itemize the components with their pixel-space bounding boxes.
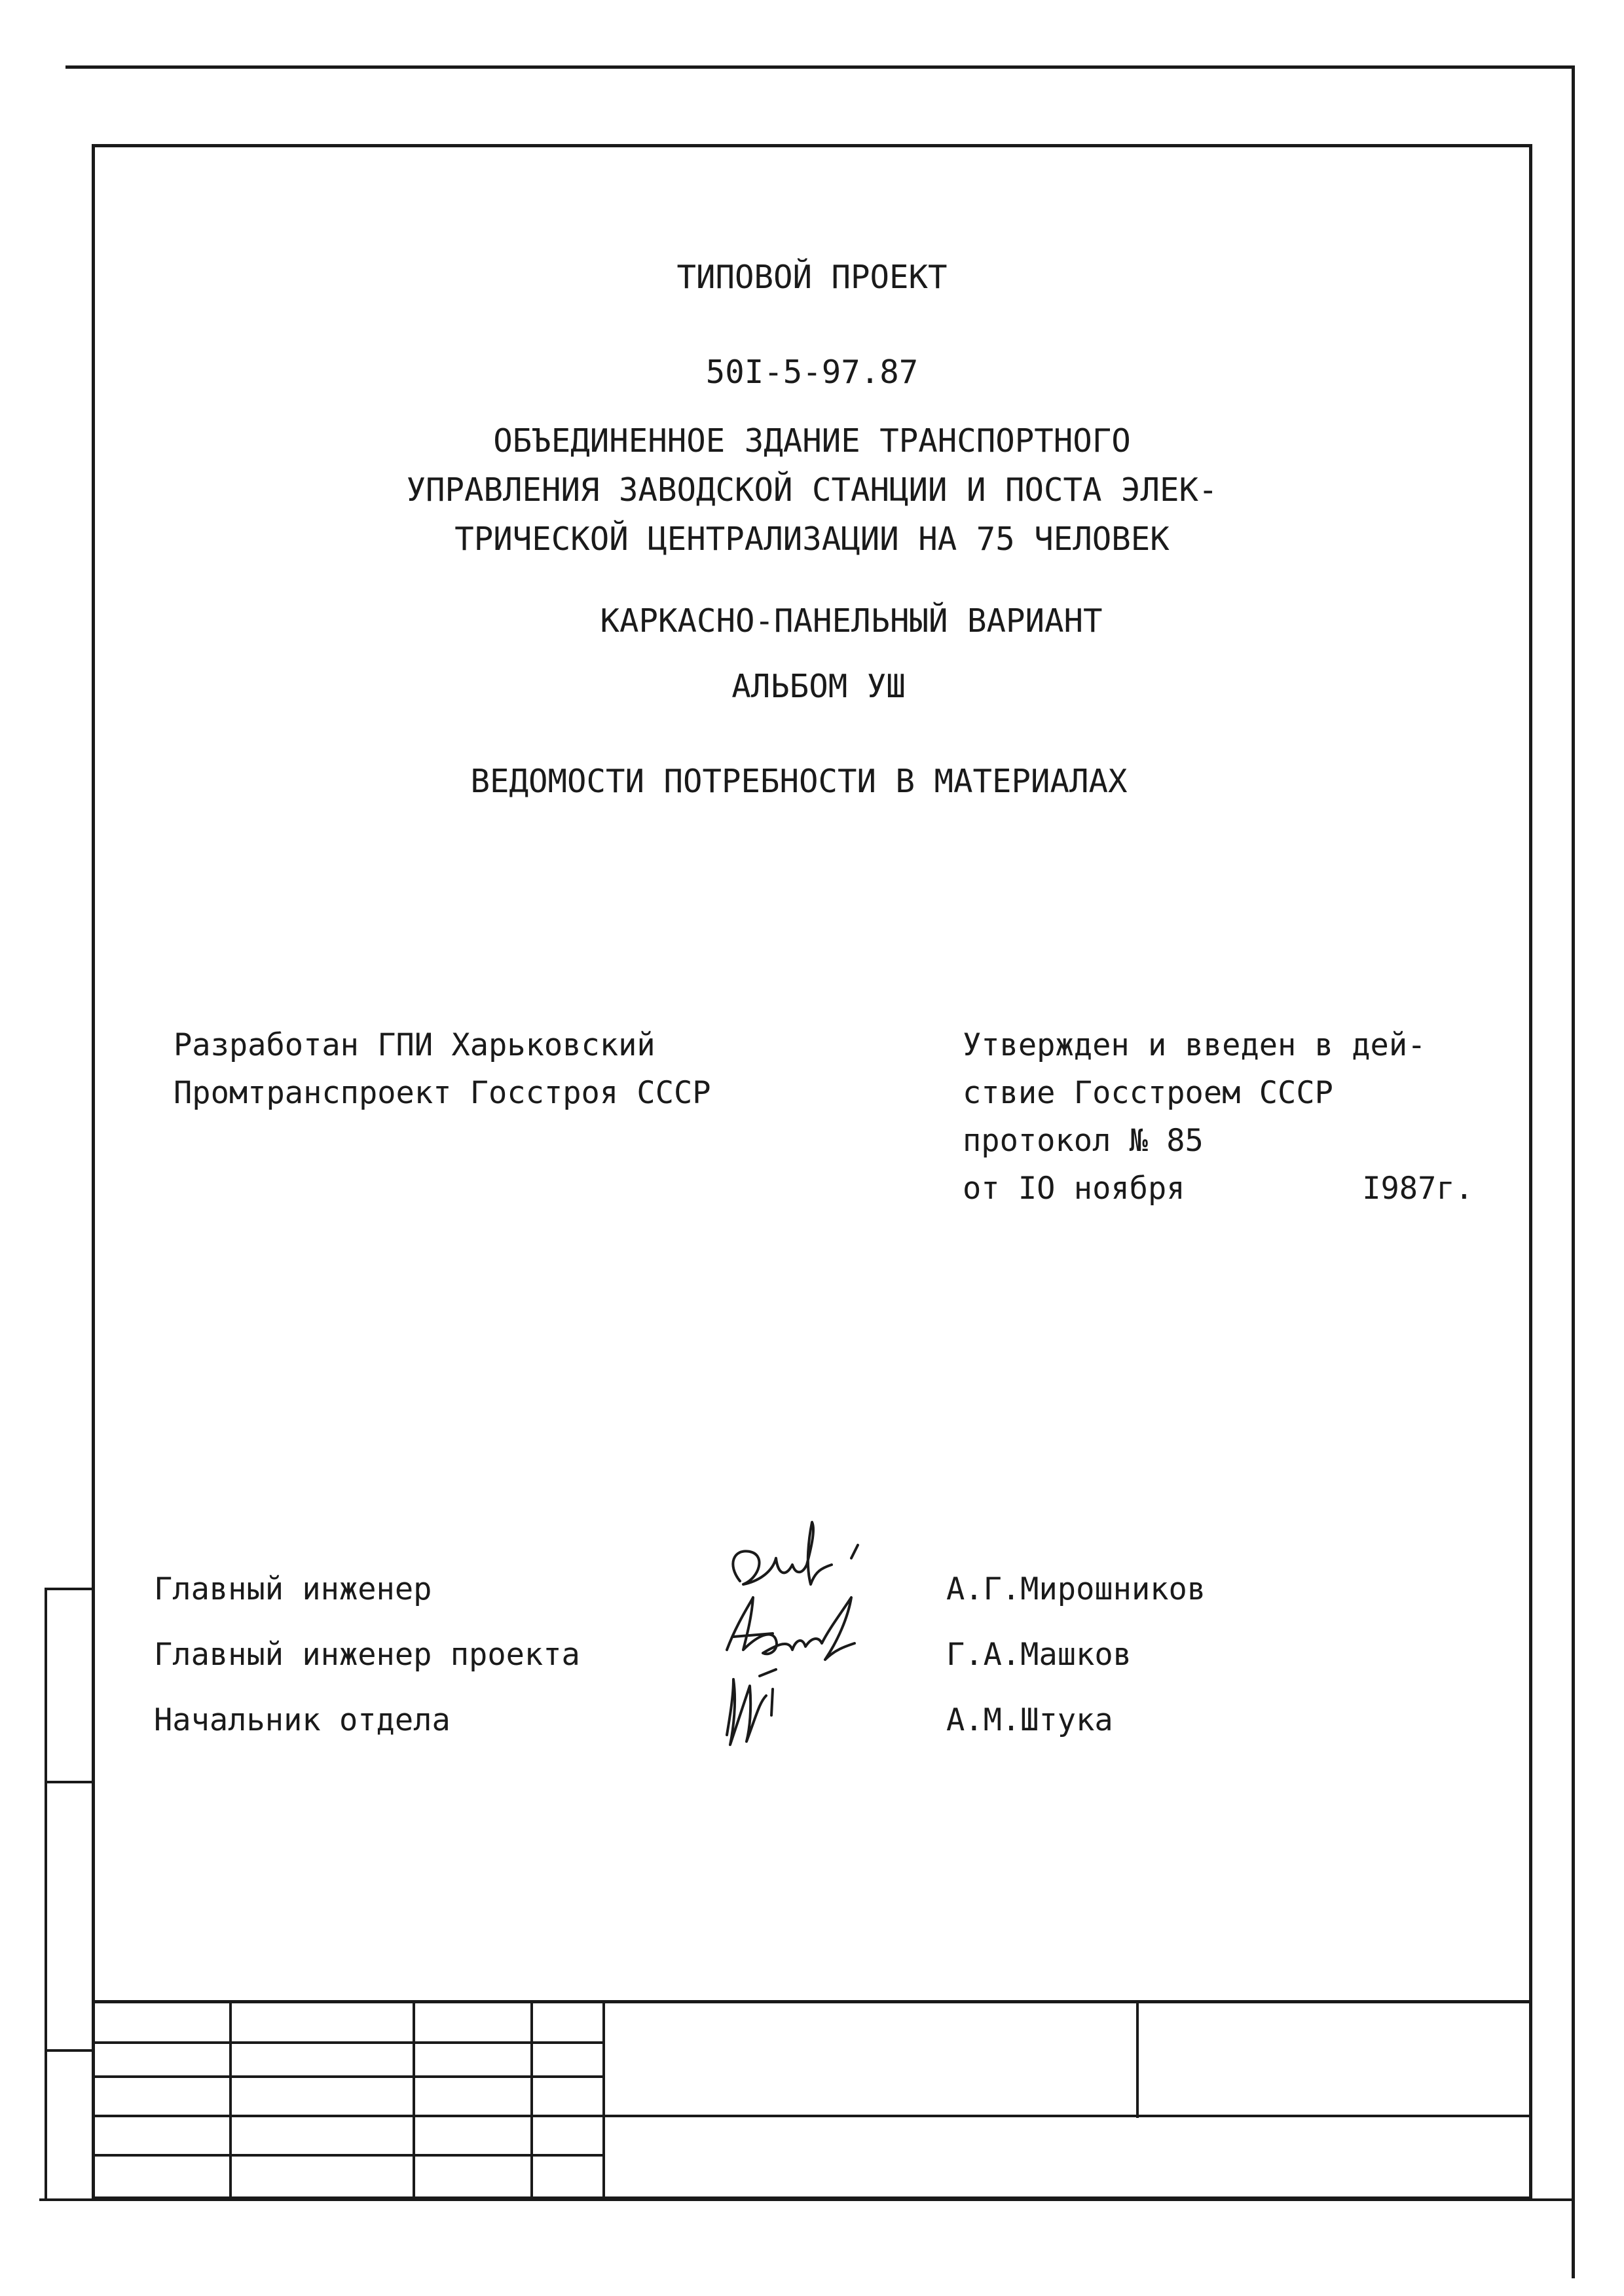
role-chief-engineer: Главный инженер (154, 1571, 432, 1607)
developer-block (174, 1021, 711, 1117)
role-department-head: Начальник отдела (154, 1702, 451, 1738)
title-line-2: УПРАВЛЕНИЯ ЗАВОДСКОЙ СТАНЦИИ И ПОСТА ЭЛЕК- (406, 471, 1218, 509)
name-department-head: А.М.Штука (946, 1702, 1113, 1738)
signature-2 (727, 1597, 855, 1660)
sheet-bottom-line (39, 2198, 1575, 2201)
stamp-line (229, 2003, 232, 2200)
title-block-stamp (92, 2000, 1532, 2200)
approval-year: I987г. (1362, 1171, 1473, 1207)
document-type: ТИПОВОЙ ПРОЕКТ (676, 259, 948, 296)
approval-date: от IO ноября (963, 1171, 1185, 1207)
approval-protocol: протокол № 85 (963, 1123, 1204, 1159)
stamp-line (602, 2003, 605, 2200)
signature-3 (727, 1669, 776, 1745)
signature-1 (733, 1522, 858, 1584)
sheet-right-line (1572, 65, 1575, 2278)
binding-line (45, 1588, 93, 1590)
approval-block (963, 1021, 1486, 1212)
stamp-line (413, 2003, 415, 2200)
signatures (714, 1519, 910, 1781)
title-line-3: ТРИЧЕСКОЙ ЦЕНТРАЛИЗАЦИИ НА 75 ЧЕЛОВЕК (454, 520, 1170, 558)
approval-line-2: ствие Госстроем СССР (963, 1075, 1333, 1111)
binding-strip (45, 1588, 92, 2200)
stamp-line (92, 2154, 602, 2157)
name-chief-engineer: А.Г.Мирошников (946, 1571, 1206, 1607)
binding-line (45, 1781, 93, 1783)
title-line-1: ОБЪЕДИНЕННОЕ ЗДАНИЕ ТРАНСПОРТНОГО (493, 422, 1131, 460)
stamp-line (92, 2075, 602, 2078)
sheet-top-line (65, 65, 1575, 69)
variant: КАРКАСНО-ПАНЕЛЬНЫЙ ВАРИАНТ (600, 602, 1103, 640)
name-chief-project-engineer: Г.А.Машков (946, 1637, 1132, 1673)
stamp-line (530, 2003, 533, 2200)
approval-date-row (963, 1165, 1486, 1212)
project-number: 50I-5-97.87 (705, 354, 919, 391)
stamp-line (1136, 2003, 1139, 2118)
stamp-line (92, 2041, 602, 2044)
role-chief-project-engineer: Главный инженер проекта (154, 1637, 580, 1673)
approval-line-1: Утвержден и введен в дей- (963, 1027, 1426, 1063)
developer-line-2: Промтранспроект Госстроя СССР (174, 1075, 711, 1111)
binding-line (45, 2049, 93, 2052)
developer-line-1: Разработан ГПИ Харьковский (174, 1027, 655, 1063)
stamp-line (92, 2115, 1532, 2117)
album: АЛЬБОМ УШ (731, 668, 906, 705)
subject: ВЕДОМОСТИ ПОТРЕБНОСТИ В МАТЕРИАЛАХ (470, 763, 1128, 800)
